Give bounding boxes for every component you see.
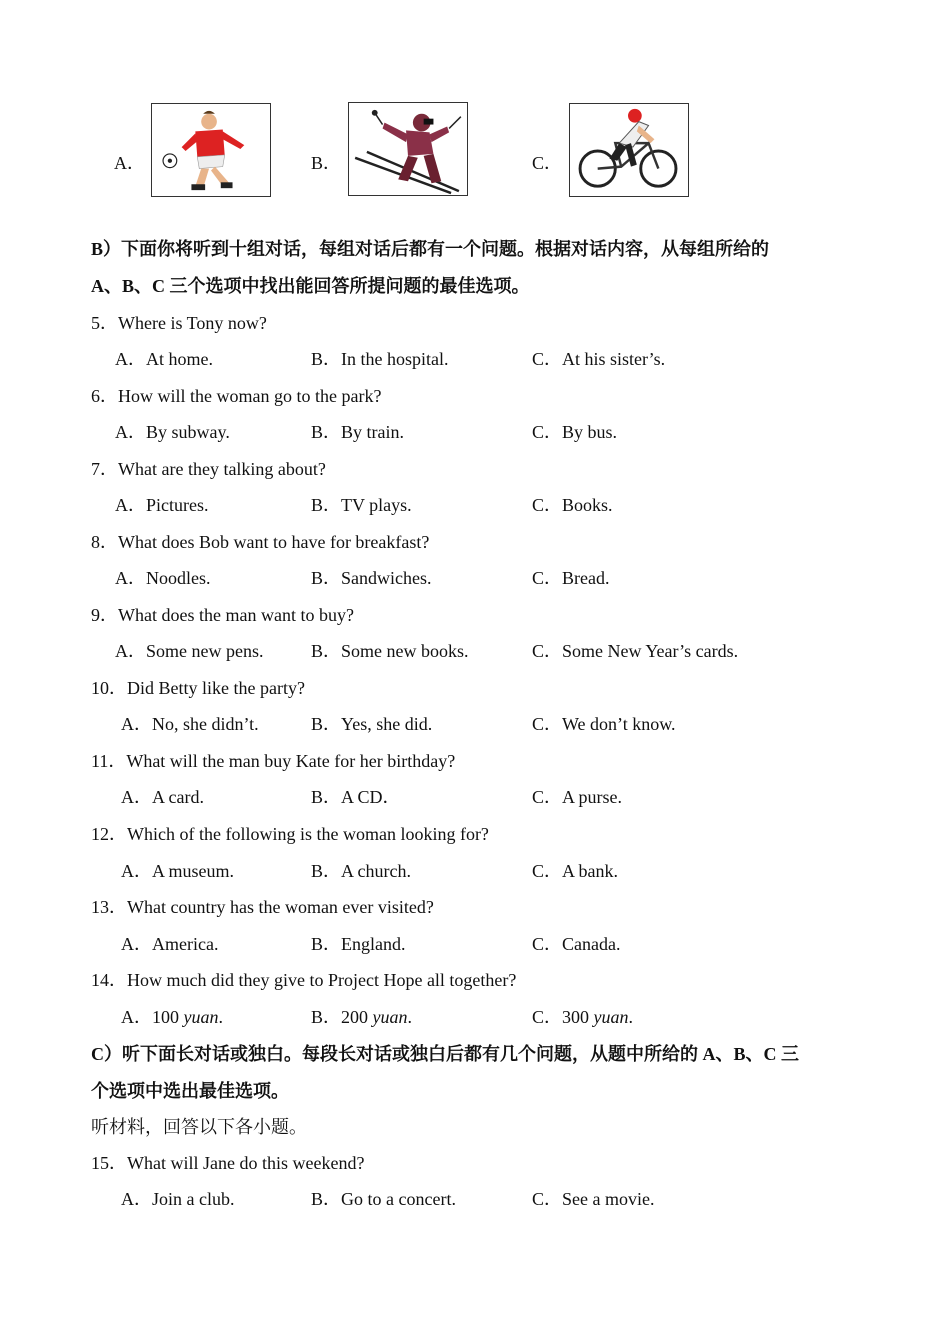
option-c: C．300 yuan. — [532, 1007, 634, 1027]
option-a: A．100 yuan. — [121, 1007, 223, 1027]
option-b: B．TV plays. — [311, 495, 412, 515]
option-b: B．Sandwiches. — [311, 568, 432, 588]
option-c: C．By bus. — [532, 422, 618, 442]
option-b: B．Some new books. — [311, 641, 469, 661]
picture-option-a-label: A． — [114, 153, 145, 173]
option-b: B．Yes, she did. — [311, 714, 433, 734]
question-text: 13．What country has the woman ever visited? — [91, 897, 434, 917]
question-text: 8．What does Bob want to have for breakfast? — [91, 532, 430, 552]
question-text: 6．How will the woman go to the park? — [91, 386, 382, 406]
option-c: C．A purse. — [532, 787, 622, 807]
option-a: A．A card. — [121, 787, 204, 807]
option-c: C．Bread. — [532, 568, 610, 588]
option-a: A．Noodles. — [115, 568, 211, 588]
section-b-heading-line1: B）下面你将听到十组对话，每组对话后都有一个问题。根据对话内容，从每组所给的 — [91, 239, 770, 259]
option-a: A．Pictures. — [115, 495, 209, 515]
section-c-heading-line1: C）听下面长对话或独白。每段长对话或独白后都有几个问题，从题中所给的 A、B、C 三 — [91, 1044, 799, 1064]
question-text: 12．Which of the following is the woman looking for? — [91, 824, 489, 844]
option-b: B．Go to a concert. — [311, 1189, 456, 1209]
section-b-heading-line2: A、B、C 三个选项中找出能回答所提问题的最佳选项。 — [91, 276, 530, 296]
option-c: C．A bank. — [532, 861, 619, 881]
picture-option-c-label: C． — [532, 153, 563, 173]
question-text: 9．What does the man want to buy? — [91, 605, 354, 625]
option-b: B．By train. — [311, 422, 404, 442]
option-b: B．200 yuan. — [311, 1007, 413, 1027]
cyclist-icon — [569, 103, 689, 197]
option-a: A．America. — [121, 934, 219, 954]
option-b: B．A CD． — [311, 787, 401, 807]
option-c: C．Books. — [532, 495, 613, 515]
option-c: C．Some New Year’s cards. — [532, 641, 739, 661]
option-c: C．We don’t know. — [532, 714, 676, 734]
question-text: 14．How much did they give to Project Hope all together? — [91, 970, 517, 990]
question-text: 11．What will the man buy Kate for her birthday? — [91, 751, 456, 771]
skier-icon — [348, 102, 468, 196]
option-c: C．See a movie. — [532, 1189, 655, 1209]
option-c: C．Canada. — [532, 934, 621, 954]
option-b: B．In the hospital. — [311, 349, 449, 369]
option-b: B．England. — [311, 934, 406, 954]
option-a: A．Some new pens. — [115, 641, 264, 661]
option-c: C．At his sister’s. — [532, 349, 666, 369]
option-a: A．No, she didn’t. — [121, 714, 259, 734]
question-text: 5．Where is Tony now? — [91, 313, 267, 333]
picture-option-b-label: B． — [311, 153, 342, 173]
soccer-player-icon — [151, 103, 271, 197]
section-c-instruction: 听材料，回答以下各小题。 — [91, 1117, 307, 1137]
question-text: 10．Did Betty like the party? — [91, 678, 305, 698]
option-a: A．By subway. — [115, 422, 230, 442]
option-b: B．A church. — [311, 861, 411, 881]
section-c-heading-line2: 个选项中选出最佳选项。 — [91, 1081, 289, 1101]
option-a: A．At home. — [115, 349, 213, 369]
question-text: 7．What are they talking about? — [91, 459, 326, 479]
option-a: A．A museum. — [121, 861, 235, 881]
question-text: 15．What will Jane do this weekend? — [91, 1153, 365, 1173]
option-a: A．Join a club. — [121, 1189, 235, 1209]
